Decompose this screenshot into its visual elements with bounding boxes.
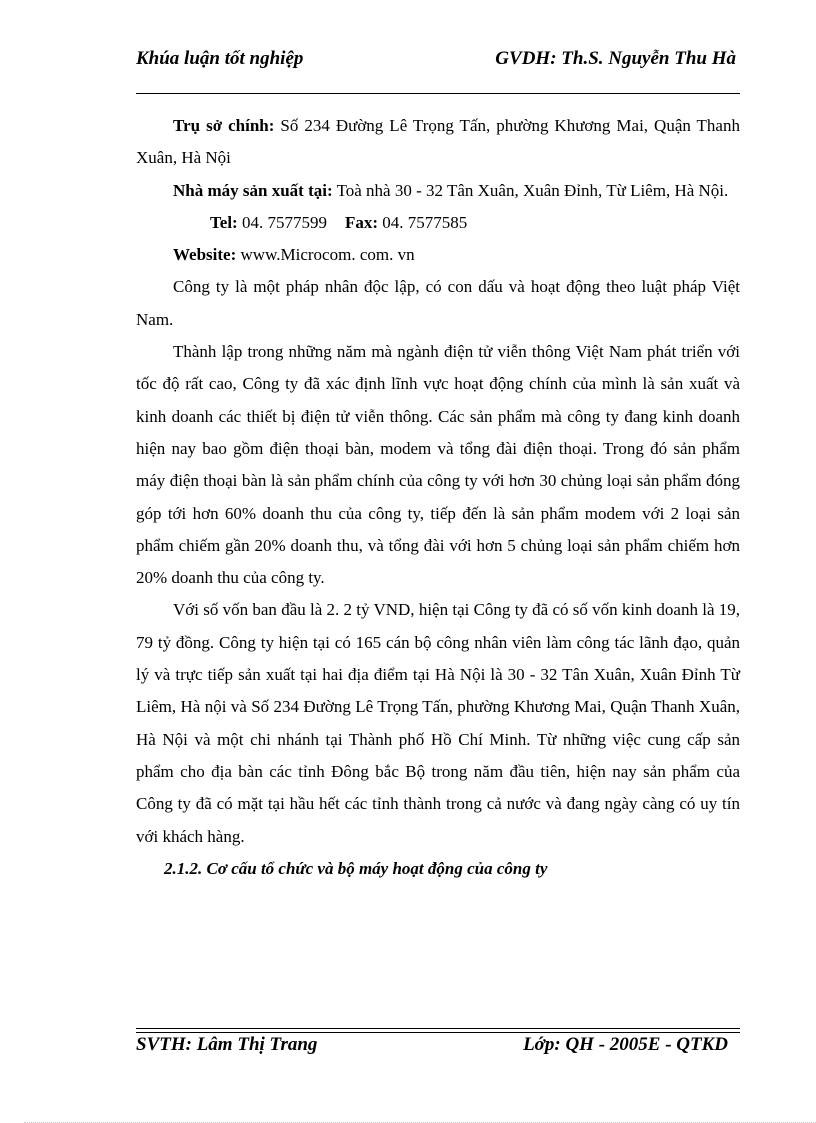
footer-divider-upper: [136, 1028, 740, 1029]
head-office-value: Số 234 Đường Lê Trọng Tấn, phường Khương Mai, Quận Thanh Xuân, Hà Nội: [136, 116, 740, 168]
student-name: SVTH: Lâm Thị Trang: [136, 1034, 318, 1055]
tel-label: Tel:: [210, 212, 238, 232]
footer-divider-lower: [136, 1032, 740, 1033]
thesis-title: Khúa luận tốt nghiệp: [136, 48, 304, 69]
website-line: [136, 239, 740, 271]
paragraph-legal-status: Công ty là một pháp nhân độc lập, có con dấu và hoạt động theo luật pháp Việt Nam.: [136, 277, 740, 329]
website-value: www.Microcom. com. vn: [236, 245, 415, 265]
contact-line: [136, 207, 740, 239]
fax-label: Fax:: [345, 212, 379, 232]
paragraph-founding: Thành lập trong những năm mà ngành điện tử viễn thông Việt Nam phát triển với tốc độ rất cao, Công ty đã xác định lĩnh vực hoạt động chính của mình là sản xuất và kinh doanh các thiết bị điện tử viễn thông. Các sản phẩm mà công ty đang kinh doanh hiện nay bao gồm điện thoại bàn, modem và tổng đài điện thoại. Trong đó sản phẩm máy điện thoại bàn là sản phẩm chính của công ty với hơn 30 chủng loại sản phẩm đóng góp tới hơn 60% doanh thu của công ty, tiếp đến là sản phẩm modem với 2 loại sản phẩm chiếm gần 20% doanh thu, và tổng đài với hơn 5 chủng loại sản phẩm chiếm hơn 20% doanh thu của công ty.: [136, 342, 740, 588]
header-divider: [136, 93, 740, 94]
website-label: Website:: [173, 245, 237, 265]
factory-value: Toà nhà 30 - 32 Tân Xuân, Xuân Đỉnh, Từ Liêm, Hà Nội.: [332, 180, 729, 200]
head-office-line: [136, 110, 740, 175]
factory-label: Nhà máy sản xuất tại:: [173, 180, 333, 200]
page-footer: [136, 1034, 740, 1062]
paragraph-capital: Với số vốn ban đầu là 2. 2 tỷ VND, hiện tại Công ty đã có số vốn kinh doanh là 19, 79 tỷ đồng. Công ty hiện tại có 165 cán bộ công nhân viên làm công tác lãnh đạo, quản lý và trực tiếp sản xuất tại hai địa điểm tại Hà Nội là 30 - 32 Tân Xuân, Xuân Đỉnh Từ Liêm, Hà nội và Số 234 Đường Lê Trọng Tấn, phường Khương Mai, Quận Thanh Xuân, Hà Nội và một chi nhánh tại Thành phố Hồ Chí Minh. Từ những việc cung cấp sản phẩm cho địa bàn các tỉnh Đông bắc Bộ trong năm đầu tiên, hiện nay sản phẩm của Công ty đã có mặt tại hầu hết các tỉnh thành trong cả nước và đang ngày càng có uy tín với khách hàng.: [136, 600, 740, 846]
factory-line: [136, 175, 740, 207]
advisor-name: GVDH: Th.S. Nguyễn Thu Hà: [495, 48, 736, 69]
page-header: [136, 48, 740, 76]
tel-value: 04. 7577599: [237, 212, 327, 232]
fax-value: 04. 7577585: [378, 212, 468, 232]
head-office-label: Trụ sở chính:: [173, 116, 275, 135]
document-body: [136, 110, 740, 885]
section-subheading: 2.1.2. Cơ cấu tổ chức và bộ máy hoạt động của công ty: [164, 858, 548, 878]
class-code: Lớp: QH - 2005E - QTKD: [523, 1034, 728, 1055]
tel-group: [173, 207, 345, 239]
